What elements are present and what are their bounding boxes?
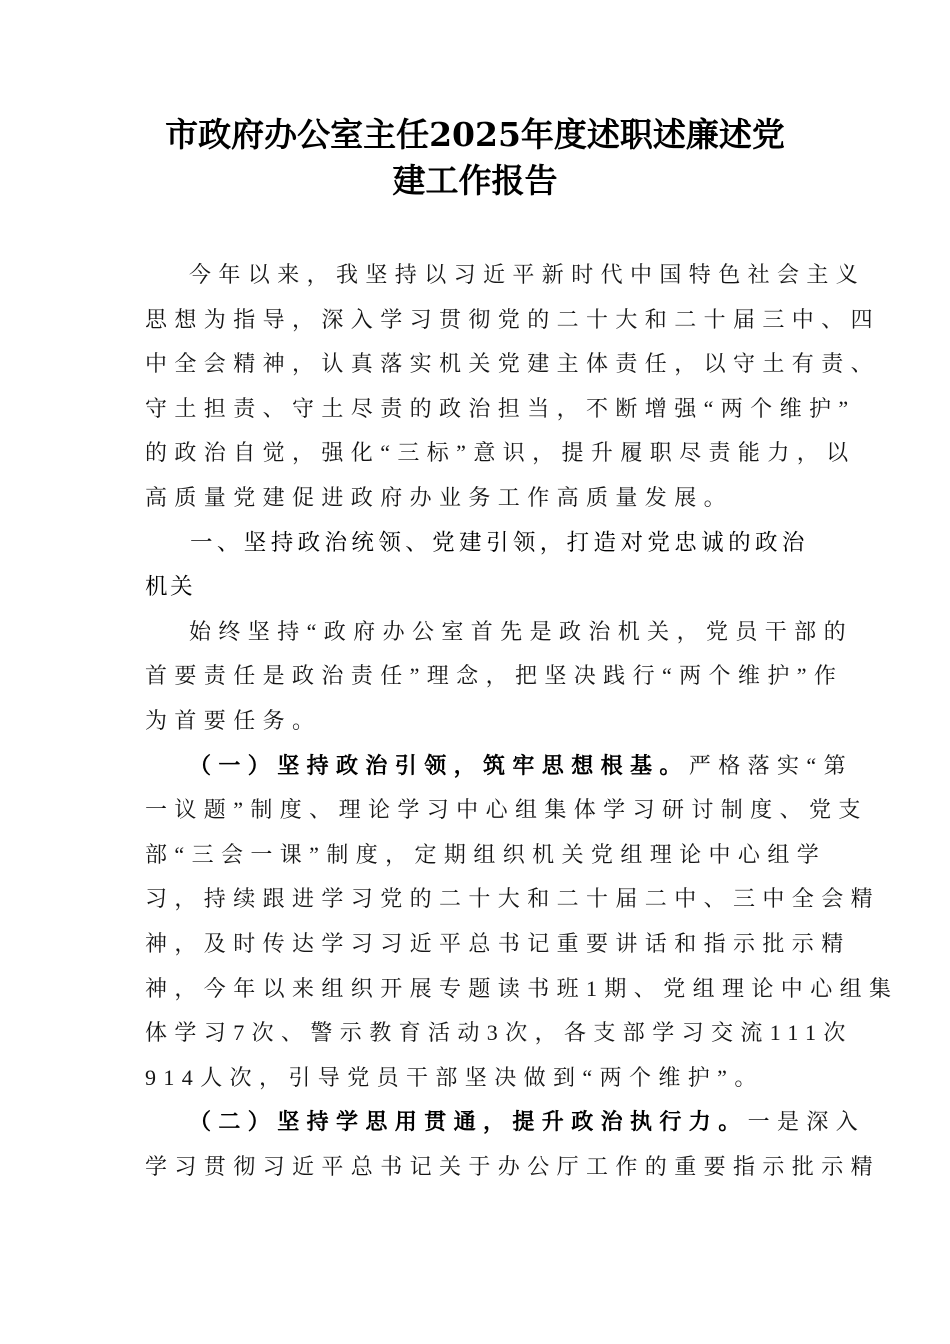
text-line: 学习贯彻习近平总书记关于办公厅工作的重要指示批示精 — [145, 1153, 881, 1179]
text-line: 中全会精神，认真落实机关党建主体责任，以守土有责、 — [145, 351, 881, 377]
text-segment: 严格落实“第 — [688, 752, 853, 778]
subsection-1-lead: （一）坚持政治引领，筑牢思想根基。 — [189, 752, 689, 778]
text-line: 始终坚持“政府办公室首先是政治机关，党员干部的 — [189, 618, 853, 644]
heading-line: 一、坚持政治统领、党建引领，打造对党忠诚的政治 — [190, 529, 807, 556]
text-segment: 一是深入 — [747, 1109, 866, 1135]
title-line-2: 建工作报告 — [392, 161, 558, 200]
text-line: 为首要任务。 — [145, 707, 322, 733]
text-line: 习，持续跟进学习党的二十大和二十届二中、三中全会精 — [145, 886, 881, 912]
section-1-intro-paragraph — [145, 610, 853, 744]
subsection-2-paragraph — [145, 1100, 881, 1189]
text-line: 神，及时传达学习习近平总书记重要讲话和指示批示精 — [145, 930, 851, 956]
title-line-1: 市政府办公室主任2025年度述职述廉述党 — [165, 115, 785, 154]
text-line: 一议题”制度、理论学习中心组集体学习研讨制度、党支 — [145, 797, 868, 823]
text-line — [145, 744, 853, 789]
subsection-1-paragraph — [145, 744, 899, 1101]
text-line — [145, 1100, 866, 1145]
text-line: 首要责任是政治责任”理念，把坚决践行“两个维护”作 — [145, 663, 844, 689]
text-line: 的政治自觉，强化“三标”意识，提升履职尽责能力，以 — [145, 440, 856, 466]
subsection-2-lead: （二）坚持学思用贯通，提升政治执行力。 — [189, 1109, 748, 1135]
text-line: 神，今年以来组织开展专题读书班1期、党组理论中心组集 — [145, 975, 899, 1001]
text-line: 体学习7次、警示教育活动3次，各支部学习交流111次 — [145, 1020, 853, 1046]
text-line: 今年以来，我坚持以习近平新时代中国特色社会主义 — [189, 262, 866, 287]
text-line: 守土担责、守土尽责的政治担当，不断增强“两个维护” — [145, 395, 856, 421]
intro-paragraph — [145, 253, 881, 521]
document-body — [145, 253, 899, 1189]
text-line: 高质量党建促进政府办业务工作高质量发展。 — [145, 484, 734, 510]
text-line: 思想为指导，深入学习贯彻党的二十大和二十届三中、四 — [145, 306, 881, 332]
text-line: 部“三会一课”制度，定期组织机关党组理论中心组学 — [145, 841, 827, 867]
document-title — [140, 112, 810, 204]
heading-line: 机关 — [145, 574, 196, 601]
section-heading-1 — [145, 521, 807, 610]
text-line: 914人次，引导党员干部坚决做到“两个维护”。 — [145, 1064, 764, 1090]
